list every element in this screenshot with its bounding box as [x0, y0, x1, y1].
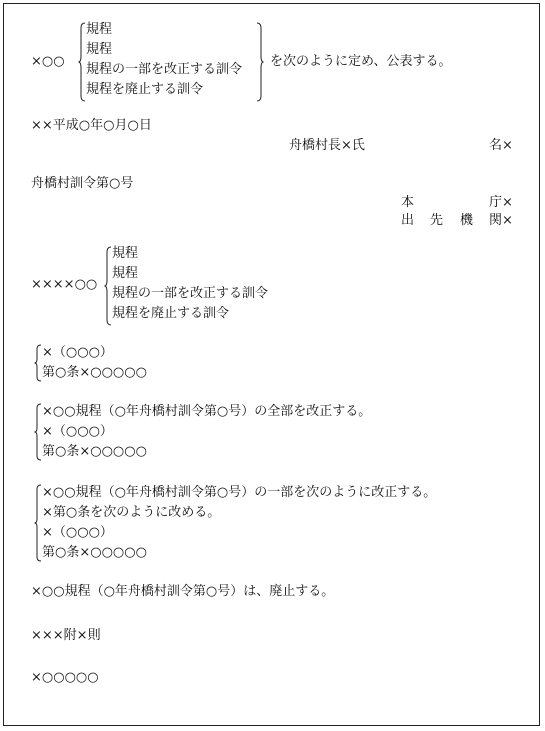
full-revision-line: 第○条×○○○○○ [42, 444, 147, 459]
supplementary-heading: ×××附×則 [31, 628, 101, 643]
heading-prefix: ×○○ [31, 54, 65, 69]
title-option: 規程の一部を改正する訓令 [112, 286, 269, 301]
recipient-branch-3: 機 [460, 213, 474, 228]
partial-revision-line: ×第○条を次のように改める。 [42, 505, 221, 520]
new-block [42, 343, 147, 383]
left-brace-icon [34, 484, 42, 562]
partial-revision-line: ×（○○○） [42, 525, 113, 540]
heading-options [86, 20, 242, 100]
abolition-line: ×○○規程（○年舟橋村訓令第○号）は、廃止する。 [31, 584, 335, 599]
recipient-branch-4: 関× [489, 213, 513, 228]
heading-suffix: を次のように定め、公表する。 [270, 54, 452, 69]
recipient-branch-1: 出 [401, 213, 415, 228]
order-number: 舟橋村訓令第○号 [31, 176, 134, 191]
title-prefix: ××××○○ [31, 277, 98, 292]
heading-option: 規程 [86, 22, 113, 37]
heading-option: 規程 [86, 42, 113, 57]
final-line: ×○○○○○ [31, 670, 99, 685]
new-block-line: ×（○○○） [42, 345, 113, 360]
heading-option: 規程を廃止する訓令 [86, 82, 204, 97]
title-option: 規程を廃止する訓令 [112, 306, 230, 321]
title-options [112, 244, 268, 324]
partial-revision-block [42, 483, 436, 563]
left-brace-icon [34, 403, 42, 461]
partial-revision-line: ×○○規程（○年舟橋村訓令第○号）の一部を次のように改正する。 [42, 485, 437, 500]
recipient-main-b: 庁× [489, 195, 513, 210]
date-line: ××平成○年○月○日 [31, 118, 152, 133]
right-brace-icon [256, 22, 264, 102]
left-brace-icon [78, 22, 86, 102]
left-brace-icon [104, 246, 112, 326]
new-block-line: 第○条×○○○○○ [42, 365, 147, 380]
partial-revision-line: 第○条×○○○○○ [42, 545, 147, 560]
full-revision-line: ×○○規程（○年舟橋村訓令第○号）の全部を改正する。 [42, 404, 372, 419]
full-revision-block [42, 402, 371, 462]
full-revision-line: ×（○○○） [42, 424, 113, 439]
signature-title: 舟橋村長×氏 [289, 138, 365, 153]
recipient-main-a: 本 [401, 195, 415, 210]
recipient-branch-2: 先 [430, 213, 444, 228]
title-option: 規程 [112, 266, 139, 281]
title-option: 規程 [112, 246, 139, 261]
signature-name: 名× [489, 138, 513, 153]
left-brace-icon [34, 344, 42, 382]
heading-option: 規程の一部を改正する訓令 [86, 62, 243, 77]
